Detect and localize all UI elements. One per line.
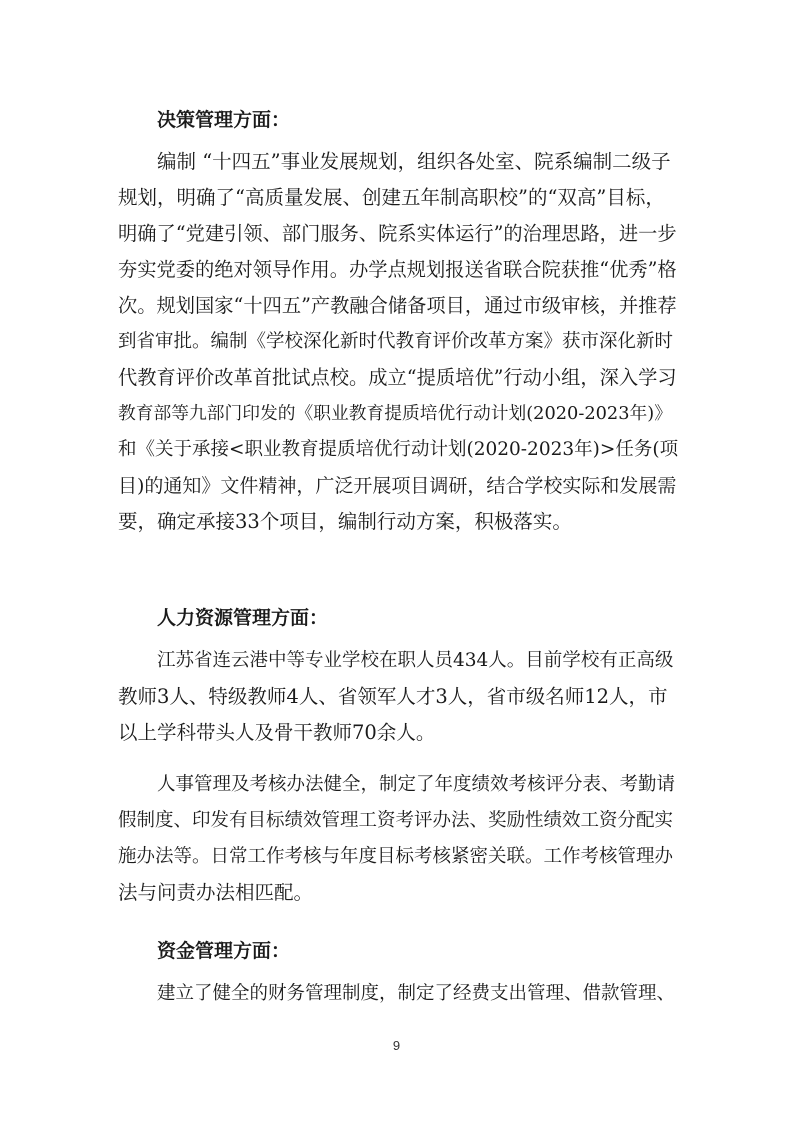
text-line: 法与问责办法相匹配。 [118,881,314,904]
paragraph-finance [118,976,678,1012]
text-line: 次。规划国家“十四五”产教融合储备项目，通过市级审核，并推荐 [118,294,677,317]
text-line: 明确了“党建引领、部门服务、院系实体运行”的治理思路，进一步 [118,222,677,245]
paragraph-decision [118,144,678,540]
section-heading-decision: 决策管理方面： [157,109,291,131]
section-heading-hr: 人力资源管理方面： [157,607,329,629]
text-line: 假制度、印发有目标绩效管理工资考评办法、奖励性绩效工资分配实 [118,810,674,831]
text-line: 教师3人、特级教师4人、省领军人才3人，省市级名师12人，市 [118,685,668,708]
text-line: 建立了健全的财务管理制度，制定了经费支出管理、借款管理、 [157,983,676,1004]
text-line: 编制 “十四五”事业发展规划，组织各处室、院系编制二级子 [157,150,671,173]
paragraph-hr-staff [118,643,678,751]
text-line: 代教育评价改革首批试点校。成立“提质培优”行动小组，深入学习 [118,366,677,389]
page-number: 9 [392,1038,401,1053]
text-line: 到省审批。编制《学校深化新时代教育评价改革方案》获市深化新时 [118,331,674,352]
text-line: 要，确定承接33个项目，编制行动方案，积极落实。 [118,510,572,533]
paragraph-hr-management [118,767,678,911]
text-line: 以上学科带头人及骨干教师70余人。 [118,721,436,744]
text-line: 人事管理及考核办法健全，制定了年度绩效考核评分表、考勤请 [157,774,676,795]
text-line: 目)的通知》文件精神，广泛开展项目调研，结合学校实际和发展需 [118,475,677,497]
section-heading-finance: 资金管理方面： [157,940,291,962]
text-line: 和《关于承接<职业教育提质培优行动计划(2020-2023年)>任务(项 [118,439,679,460]
text-line: 施办法等。日常工作考核与年度目标考核紧密关联。工作考核管理办 [118,846,674,867]
text-line: 江苏省连云港中等专业学校在职人员434人。目前学校有正高级 [157,650,674,671]
text-line: 夯实党委的绝对领导作用。办学点规划报送省联合院获推“优秀”格 [118,258,677,281]
text-line: 教育部等九部门印发的《职业教育提质培优行动计划(2020-2023年)》 [118,404,672,424]
text-line: 规划，明确了“高质量发展、创建五年制高职校”的“双高”目标， [118,186,665,209]
